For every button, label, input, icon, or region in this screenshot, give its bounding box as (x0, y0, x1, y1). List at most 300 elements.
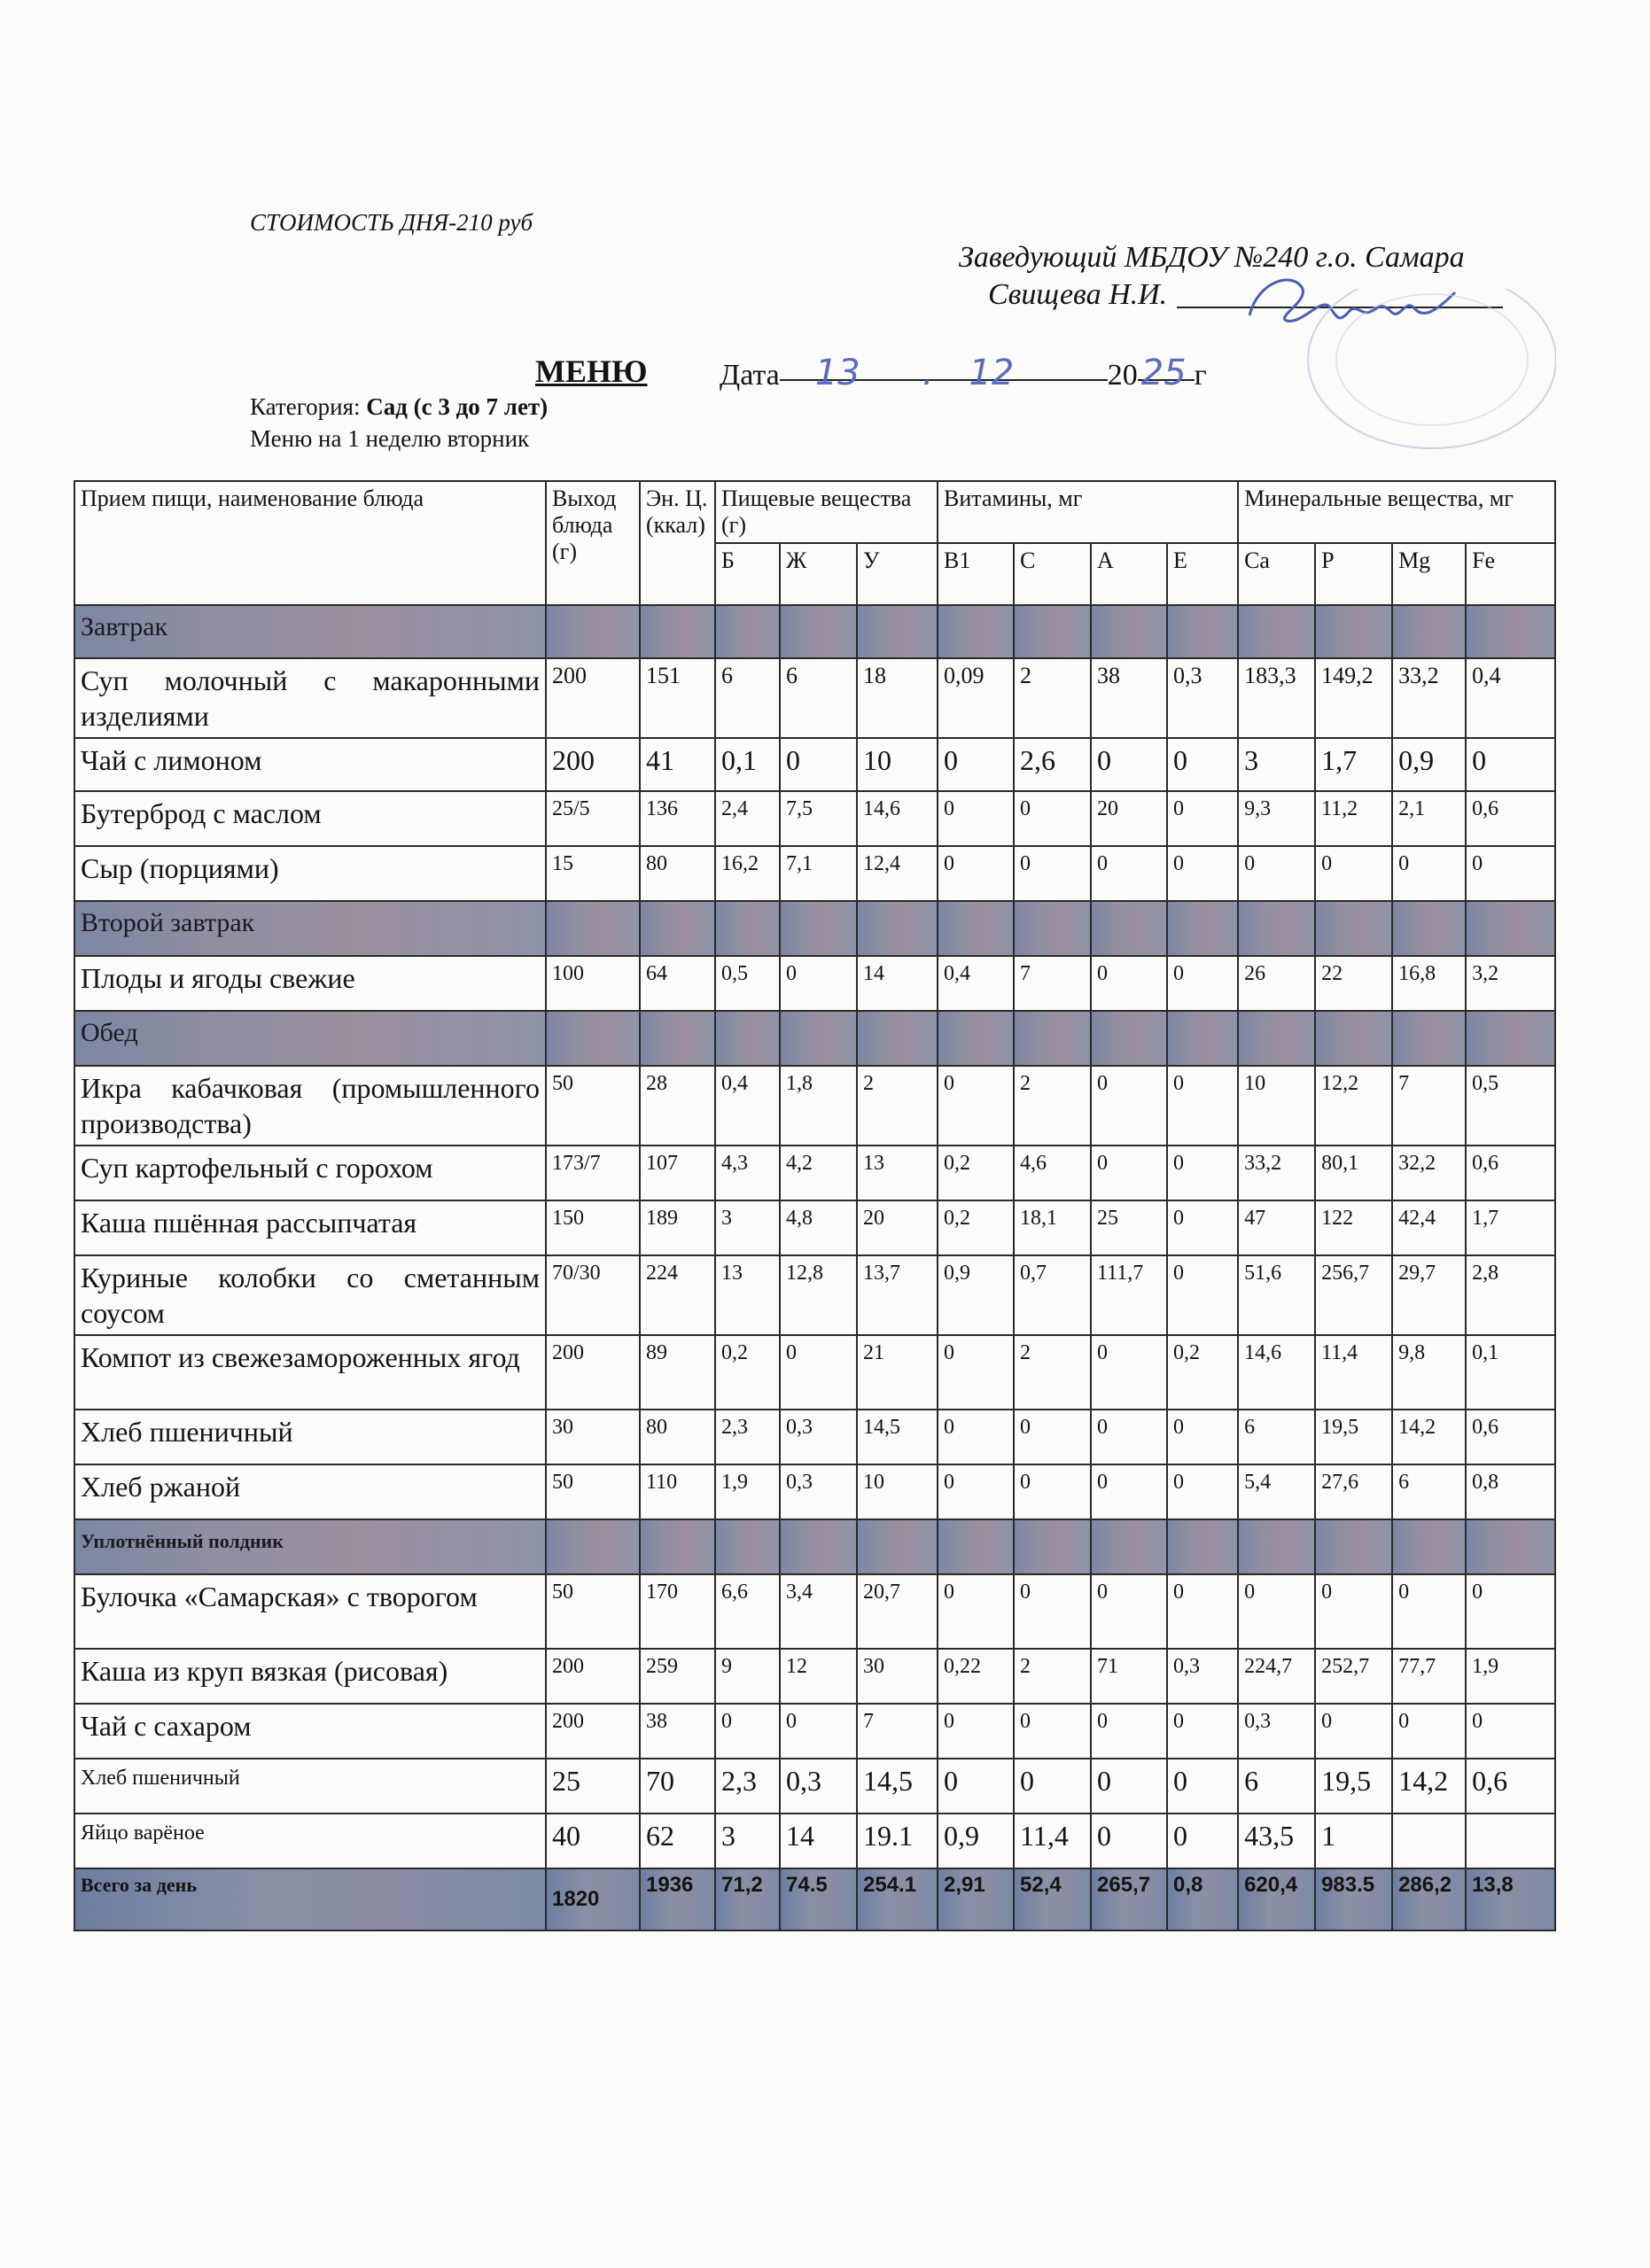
value-cell: 173/7 (546, 1146, 640, 1200)
value-cell: 38 (640, 1704, 715, 1759)
value-cell: 2,8 (1466, 1255, 1555, 1335)
header-energy: Эн. Ц. (ккал) (640, 481, 715, 605)
value-cell: 13,7 (857, 1255, 938, 1335)
value-cell: 2 (1014, 1066, 1091, 1146)
dish-name: Суп молочный с макаронными изделиями (74, 658, 546, 738)
value-cell: 0,2 (938, 1146, 1014, 1200)
value-cell: 11,2 (1315, 791, 1392, 846)
value-cell: 0 (780, 1704, 857, 1759)
value-cell: 183,3 (1238, 658, 1315, 738)
value-cell: 0,5 (1466, 1066, 1555, 1146)
value-cell: 0 (1167, 738, 1238, 791)
value-cell: 0,22 (938, 1649, 1014, 1704)
value-cell: 12 (780, 1649, 857, 1704)
value-cell: 0 (938, 738, 1014, 791)
value-cell: 224 (640, 1255, 715, 1335)
value-cell: 0 (780, 738, 857, 791)
section-empty-cell (1315, 1011, 1392, 1066)
value-cell: 7,5 (780, 791, 857, 846)
header-minerals: Минеральные вещества, мг (1238, 481, 1555, 543)
dish-name: Каша из круп вязкая (рисовая) (74, 1649, 546, 1704)
section-row (74, 901, 1555, 956)
category-line (250, 393, 548, 421)
value-cell: 0 (1238, 1574, 1315, 1649)
value-cell: 19,5 (1315, 1410, 1392, 1464)
value-cell: 0 (1091, 1814, 1167, 1868)
section-empty-cell (857, 901, 938, 956)
section-empty-cell (1091, 1519, 1167, 1574)
section-title: Уплотнённый полдник (74, 1519, 546, 1574)
value-cell: 0 (1091, 1146, 1167, 1200)
value-cell: 5,4 (1238, 1464, 1315, 1519)
value-cell: 15 (546, 846, 640, 901)
value-cell: 1,8 (780, 1066, 857, 1146)
section-empty-cell (857, 605, 938, 658)
value-cell: 0,3 (780, 1410, 857, 1464)
value-cell: 0,3 (1238, 1704, 1315, 1759)
dish-name: Плоды и ягоды свежие (74, 956, 546, 1011)
section-empty-cell (938, 1011, 1014, 1066)
table-row (74, 1464, 1555, 1519)
value-cell: 21 (857, 1335, 938, 1410)
value-cell: 110 (640, 1464, 715, 1519)
value-cell: 18 (857, 658, 938, 738)
section-empty-cell (1238, 1011, 1315, 1066)
section-empty-cell (1315, 1519, 1392, 1574)
value-cell: 1,9 (1466, 1649, 1555, 1704)
value-cell: 0 (1091, 846, 1167, 901)
section-empty-cell (640, 901, 715, 956)
value-cell: 14,2 (1392, 1410, 1466, 1464)
value-cell: 0 (1167, 1704, 1238, 1759)
value-cell: 3 (715, 1814, 780, 1868)
value-cell: 0 (1167, 1464, 1238, 1519)
value-cell: 6,6 (715, 1574, 780, 1649)
dish-name: Булочка «Самарская» с творогом (74, 1574, 546, 1649)
value-cell: 0 (1466, 846, 1555, 901)
value-cell (1392, 1814, 1466, 1868)
section-empty-cell (780, 605, 857, 658)
section-empty-cell (1466, 1011, 1555, 1066)
dish-name: Хлеб пшеничный (74, 1410, 546, 1464)
value-cell: 27,6 (1315, 1464, 1392, 1519)
value-cell: 7 (857, 1704, 938, 1759)
value-cell: 0 (1167, 1146, 1238, 1200)
table-row (74, 1146, 1555, 1200)
section-row (74, 1519, 1555, 1574)
subheader-cell: С (1014, 543, 1091, 605)
header-vitamins: Витамины, мг (938, 481, 1238, 543)
value-cell: 0 (938, 1464, 1014, 1519)
value-cell: 19,5 (1315, 1759, 1392, 1814)
value-cell: 0 (1014, 1759, 1091, 1814)
value-cell: 0,9 (1392, 738, 1466, 791)
value-cell: 0,8 (1466, 1464, 1555, 1519)
table-row (74, 1759, 1555, 1814)
value-cell: 64 (640, 956, 715, 1011)
value-cell: 0 (1167, 1759, 1238, 1814)
dish-name: Икра кабачковая (промышленного производства) (74, 1066, 546, 1146)
value-cell: 4,6 (1014, 1146, 1091, 1200)
section-empty-cell (715, 901, 780, 956)
date-year-field (1138, 353, 1195, 393)
value-cell: 0,3 (780, 1759, 857, 1814)
value-cell: 14 (780, 1814, 857, 1868)
value-cell: 70 (640, 1759, 715, 1814)
total-value-cell: 620,4 (1238, 1868, 1315, 1930)
value-cell: 2,1 (1392, 791, 1466, 846)
dish-name: Каша пшённая рассыпчатая (74, 1200, 546, 1255)
value-cell: 14,6 (1238, 1335, 1315, 1410)
total-row (74, 1868, 1555, 1930)
subheader-cell: Mg (1392, 543, 1466, 605)
value-cell: 50 (546, 1574, 640, 1649)
date-label: Дата (720, 359, 780, 392)
value-cell: 14,5 (857, 1410, 938, 1464)
section-empty-cell (1014, 1011, 1091, 1066)
value-cell: 10 (1238, 1066, 1315, 1146)
total-value-cell: 1820 (546, 1868, 640, 1930)
section-empty-cell (715, 605, 780, 658)
value-cell: 0,1 (1466, 1335, 1555, 1410)
total-label: Всего за день (74, 1868, 546, 1930)
table-row (74, 1410, 1555, 1464)
value-cell: 0 (1167, 1066, 1238, 1146)
table-row (74, 1335, 1555, 1410)
value-cell: 136 (640, 791, 715, 846)
dish-name: Сыр (порциями) (74, 846, 546, 901)
value-cell: 151 (640, 658, 715, 738)
section-empty-cell (1238, 1519, 1315, 1574)
section-empty-cell (546, 605, 640, 658)
value-cell: 0 (1091, 1066, 1167, 1146)
section-empty-cell (1167, 901, 1238, 956)
value-cell: 0 (1091, 1410, 1167, 1464)
value-cell: 80,1 (1315, 1146, 1392, 1200)
value-cell: 122 (1315, 1200, 1392, 1255)
value-cell: 0 (1167, 846, 1238, 901)
value-cell: 0 (1014, 1704, 1091, 1759)
value-cell: 0 (1466, 738, 1555, 791)
section-empty-cell (1238, 901, 1315, 956)
date-month: 12 (969, 353, 1015, 393)
value-cell: 0,7 (1014, 1255, 1091, 1335)
value-cell: 18,1 (1014, 1200, 1091, 1255)
date-day-month-field: 13 . 12 (780, 353, 1108, 381)
value-cell: 0 (938, 1574, 1014, 1649)
value-cell: 1,9 (715, 1464, 780, 1519)
value-cell: 0 (1392, 1574, 1466, 1649)
value-cell: 150 (546, 1200, 640, 1255)
value-cell: 0 (1014, 1574, 1091, 1649)
subheader-cell: P (1315, 543, 1392, 605)
value-cell: 14,6 (857, 791, 938, 846)
value-cell: 4,8 (780, 1200, 857, 1255)
value-cell: 189 (640, 1200, 715, 1255)
value-cell: 1 (1315, 1814, 1392, 1868)
value-cell: 0 (1167, 1200, 1238, 1255)
total-value-cell: 254.1 (857, 1868, 938, 1930)
value-cell: 38 (1091, 658, 1167, 738)
table-header-row (74, 481, 1555, 543)
round-stamp (1202, 289, 1556, 457)
value-cell: 0 (938, 791, 1014, 846)
value-cell: 0,09 (938, 658, 1014, 738)
value-cell: 43,5 (1238, 1814, 1315, 1868)
value-cell: 252,7 (1315, 1649, 1392, 1704)
value-cell: 16,2 (715, 846, 780, 901)
value-cell: 4,2 (780, 1146, 857, 1200)
section-empty-cell (1392, 605, 1466, 658)
value-cell: 0 (1091, 738, 1167, 791)
value-cell: 0,6 (1466, 791, 1555, 846)
value-cell: 0 (1238, 846, 1315, 901)
value-cell: 12,2 (1315, 1066, 1392, 1146)
value-cell: 149,2 (1315, 658, 1392, 738)
value-cell: 33,2 (1238, 1146, 1315, 1200)
value-cell: 7 (1392, 1066, 1466, 1146)
value-cell: 259 (640, 1649, 715, 1704)
value-cell: 20 (1091, 791, 1167, 846)
total-value-cell: 74.5 (780, 1868, 857, 1930)
value-cell: 0 (1014, 846, 1091, 901)
value-cell: 16,8 (1392, 956, 1466, 1011)
value-cell: 100 (546, 956, 640, 1011)
value-cell: 4,3 (715, 1146, 780, 1200)
value-cell: 0 (1315, 1704, 1392, 1759)
table-row (74, 1814, 1555, 1868)
section-empty-cell (780, 1519, 857, 1574)
dish-name: Хлеб ржаной (74, 1464, 546, 1519)
total-value-cell: 265,7 (1091, 1868, 1167, 1930)
table-row (74, 791, 1555, 846)
value-cell: 25 (546, 1759, 640, 1814)
section-empty-cell (640, 1011, 715, 1066)
value-cell: 40 (546, 1814, 640, 1868)
table-row (74, 658, 1555, 738)
value-cell: 6 (715, 658, 780, 738)
table-row (74, 1066, 1555, 1146)
table-row (74, 1200, 1555, 1255)
value-cell: 0 (1167, 1410, 1238, 1464)
value-cell: 200 (546, 1649, 640, 1704)
value-cell: 0 (1392, 846, 1466, 901)
value-cell: 25 (1091, 1200, 1167, 1255)
total-value-cell: 13,8 (1466, 1868, 1555, 1930)
value-cell: 0 (1167, 1255, 1238, 1335)
value-cell: 200 (546, 738, 640, 791)
value-cell: 0 (1466, 1574, 1555, 1649)
value-cell: 13 (715, 1255, 780, 1335)
dish-name: Суп картофельный с горохом (74, 1146, 546, 1200)
section-empty-cell (938, 605, 1014, 658)
value-cell: 12,8 (780, 1255, 857, 1335)
value-cell: 10 (857, 1464, 938, 1519)
value-cell: 80 (640, 1410, 715, 1464)
date-year: 25 (1140, 353, 1187, 393)
value-cell: 3 (1238, 738, 1315, 791)
value-cell: 2,4 (715, 791, 780, 846)
value-cell: 77,7 (1392, 1649, 1466, 1704)
section-empty-cell (857, 1519, 938, 1574)
section-title: Завтрак (74, 605, 546, 658)
section-empty-cell (1014, 901, 1091, 956)
table-row (74, 956, 1555, 1011)
date-day: 13 (814, 353, 860, 393)
header-out: Выход блюда (г) (546, 481, 640, 605)
value-cell: 0 (938, 1066, 1014, 1146)
value-cell: 9,8 (1392, 1335, 1466, 1410)
value-cell: 0 (1091, 1704, 1167, 1759)
date-year-prefix: 20 (1107, 359, 1138, 392)
value-cell: 20 (857, 1200, 938, 1255)
value-cell: 51,6 (1238, 1255, 1315, 1335)
value-cell: 0,6 (1466, 1146, 1555, 1200)
subheader-cell: В1 (938, 543, 1014, 605)
section-empty-cell (1392, 901, 1466, 956)
value-cell: 70/30 (546, 1255, 640, 1335)
value-cell: 26 (1238, 956, 1315, 1011)
subheader-cell: У (857, 543, 938, 605)
value-cell: 0,6 (1466, 1410, 1555, 1464)
value-cell: 107 (640, 1146, 715, 1200)
header-nutrients: Пищевые вещества (г) (715, 481, 938, 543)
category-value: Сад (с 3 до 7 лет) (366, 393, 549, 420)
value-cell: 0 (1315, 846, 1392, 901)
head-title: Заведующий МБДОУ №240 г.о. Самара (959, 241, 1465, 274)
value-cell: 2,3 (715, 1759, 780, 1814)
value-cell: 200 (546, 1335, 640, 1410)
subheader-cell: А (1091, 543, 1167, 605)
subheader-cell: Ca (1238, 543, 1315, 605)
section-title: Второй завтрак (74, 901, 546, 956)
value-cell: 12,4 (857, 846, 938, 901)
value-cell: 0 (1167, 1814, 1238, 1868)
value-cell: 3,2 (1466, 956, 1555, 1011)
section-empty-cell (640, 1519, 715, 1574)
value-cell: 0 (1014, 1464, 1091, 1519)
section-empty-cell (1014, 605, 1091, 658)
week-line: Меню на 1 неделю вторник (250, 425, 530, 452)
header-name: Прием пищи, наименование блюда (74, 481, 546, 605)
value-cell: 0 (780, 956, 857, 1011)
value-cell: 0,6 (1466, 1759, 1555, 1814)
value-cell: 170 (640, 1574, 715, 1649)
value-cell: 41 (640, 738, 715, 791)
section-empty-cell (1091, 901, 1167, 956)
table-row (74, 1574, 1555, 1649)
value-cell: 7,1 (780, 846, 857, 901)
value-cell: 0 (1091, 1464, 1167, 1519)
section-empty-cell (1091, 1011, 1167, 1066)
value-cell: 42,4 (1392, 1200, 1466, 1255)
section-empty-cell (546, 1519, 640, 1574)
section-empty-cell (1167, 1011, 1238, 1066)
value-cell: 0 (938, 1759, 1014, 1814)
section-empty-cell (546, 1011, 640, 1066)
value-cell: 0,3 (1167, 1649, 1238, 1704)
subheader-cell: Б (715, 543, 780, 605)
value-cell: 6 (780, 658, 857, 738)
value-cell: 6 (1392, 1464, 1466, 1519)
value-cell: 0,2 (715, 1335, 780, 1410)
dish-name: Компот из свежезамороженных ягод (74, 1335, 546, 1410)
value-cell: 2 (1014, 1649, 1091, 1704)
value-cell: 1,7 (1466, 1200, 1555, 1255)
dish-name: Чай с лимоном (74, 738, 546, 791)
date-row (720, 353, 1207, 392)
value-cell: 19.1 (857, 1814, 938, 1868)
total-value-cell: 1936 (640, 1868, 715, 1930)
value-cell: 0,9 (938, 1814, 1014, 1868)
value-cell: 14 (857, 956, 938, 1011)
value-cell: 0,5 (715, 956, 780, 1011)
value-cell: 0 (1167, 791, 1238, 846)
value-cell: 0 (938, 846, 1014, 901)
total-value-cell: 52,4 (1014, 1868, 1091, 1930)
value-cell: 50 (546, 1066, 640, 1146)
dish-name: Хлеб пшеничный (74, 1759, 546, 1814)
value-cell: 6 (1238, 1759, 1315, 1814)
dish-name: Бутерброд с маслом (74, 791, 546, 846)
value-cell: 3,4 (780, 1574, 857, 1649)
value-cell: 0 (938, 1410, 1014, 1464)
subheader-cell: Е (1167, 543, 1238, 605)
dish-name: Чай с сахаром (74, 1704, 546, 1759)
value-cell: 22 (1315, 956, 1392, 1011)
value-cell: 0,3 (780, 1464, 857, 1519)
value-cell: 30 (546, 1410, 640, 1464)
total-value-cell: 0,8 (1167, 1868, 1238, 1930)
section-empty-cell (1392, 1519, 1466, 1574)
value-cell: 2 (1014, 1335, 1091, 1410)
value-cell: 256,7 (1315, 1255, 1392, 1335)
table-row (74, 738, 1555, 791)
head-name: Свищева Н.И. (988, 278, 1168, 311)
value-cell: 47 (1238, 1200, 1315, 1255)
value-cell: 6 (1238, 1410, 1315, 1464)
section-empty-cell (1091, 605, 1167, 658)
subheader-cell: Ж (780, 543, 857, 605)
value-cell: 0,4 (715, 1066, 780, 1146)
value-cell: 0 (1014, 1410, 1091, 1464)
value-cell: 0 (1091, 1574, 1167, 1649)
value-cell: 0,4 (938, 956, 1014, 1011)
value-cell: 0,2 (1167, 1335, 1238, 1410)
value-cell: 0 (1014, 791, 1091, 846)
value-cell: 0 (1091, 956, 1167, 1011)
dish-name: Куриные колобки со сметанным соусом (74, 1255, 546, 1335)
value-cell: 0 (938, 1335, 1014, 1410)
value-cell: 7 (1014, 956, 1091, 1011)
section-empty-cell (780, 1011, 857, 1066)
section-empty-cell (1466, 901, 1555, 956)
section-empty-cell (1466, 1519, 1555, 1574)
value-cell: 2 (1014, 658, 1091, 738)
section-empty-cell (1315, 605, 1392, 658)
value-cell: 1,7 (1315, 738, 1392, 791)
value-cell: 10 (857, 738, 938, 791)
menu-title: МЕНЮ (535, 353, 648, 389)
table-row (74, 1649, 1555, 1704)
value-cell: 111,7 (1091, 1255, 1167, 1335)
table-row (74, 1255, 1555, 1335)
section-empty-cell (1315, 901, 1392, 956)
value-cell: 2,3 (715, 1410, 780, 1464)
section-empty-cell (857, 1011, 938, 1066)
section-empty-cell (1167, 605, 1238, 658)
value-cell: 80 (640, 846, 715, 901)
